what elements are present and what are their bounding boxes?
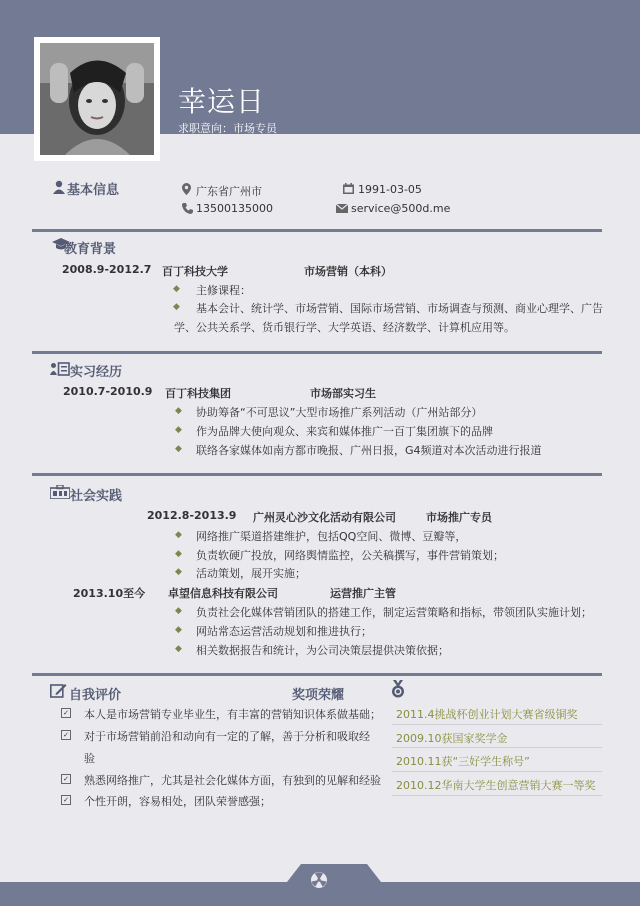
candidate-name: 幸运日 (178, 85, 266, 118)
education-major: 市场营销（本科） (304, 265, 392, 278)
education-item-wrap: 学、公共关系学、货币银行学、大学英语、经济数学、计算机应用等。 (174, 321, 515, 334)
internship-title: 实习经历 (70, 365, 123, 380)
award-item: 2010.11获“三好学生称号” (396, 755, 530, 768)
job1-item: 负责软硬广投放，网络舆情监控，公关稿撰写，事件营销策划； (196, 549, 504, 562)
birthday-text: 1991-03-05 (358, 183, 422, 196)
internship-item: 协助筹备“不可思议”大型市场推广系列活动（广州站部分） (196, 406, 483, 419)
job1-role: 市场推广专员 (426, 511, 492, 524)
social-title: 社会实践 (70, 489, 123, 504)
email-text: service@500d.me (351, 202, 451, 215)
internship-item: 联络各家媒体如南方都市晚报、广州日报，G4频道对本次活动进行报道 (196, 444, 542, 457)
id-card-icon (50, 362, 70, 376)
job2-company: 卓望信息科技有限公司 (168, 587, 278, 600)
section-divider (32, 673, 602, 676)
bullet-diamond: ◆ (175, 625, 182, 635)
section-divider (32, 473, 602, 476)
education-period: 2008.9-2012.7 (62, 263, 152, 276)
footer-tab (287, 864, 381, 882)
self-eval-item-wrap: 验 (84, 752, 95, 765)
location-pin-icon (182, 183, 191, 195)
job2-item: 网站常态运营活动规划和推进执行； (196, 625, 372, 638)
bullet-diamond: ◆ (173, 302, 180, 312)
awards-title: 奖项荣耀 (292, 688, 345, 703)
education-school: 百丁科技大学 (162, 265, 228, 278)
medal-icon (391, 680, 405, 698)
bullet-diamond: ◆ (175, 425, 182, 435)
job1-company: 广州灵心沙文化活动有限公司 (253, 511, 396, 524)
bullet-diamond: ◆ (175, 444, 182, 454)
check-icon: ✓ (61, 795, 71, 805)
award-divider (392, 747, 602, 748)
person-icon (52, 180, 66, 194)
bullet-diamond: ◆ (175, 567, 182, 577)
profile-photo (40, 43, 154, 155)
award-divider (392, 724, 602, 725)
job1-period: 2012.8-2013.9 (147, 509, 237, 522)
bullet-diamond: ◆ (173, 284, 180, 294)
check-icon: ✓ (61, 708, 71, 718)
phone-text: 13500135000 (196, 202, 273, 215)
job1-item: 网络推广渠道搭建维护，包括QQ空间、微博、豆瓣等， (196, 530, 467, 543)
education-item: 基本会计、统计学、市场营销、国际市场营销、市场调查与预测、商业心理学、广告 (196, 302, 603, 315)
job2-period: 2013.10至今 (73, 587, 146, 600)
internship-company: 百丁科技集团 (165, 387, 231, 400)
self-eval-item: 个性开朗，容易相处，团队荣誉感强； (84, 795, 271, 808)
job2-role: 运营推广主管 (330, 587, 396, 600)
job-intent: 求职意向：市场专员 (178, 122, 277, 135)
award-divider (392, 795, 602, 796)
education-item: 主修课程： (196, 284, 251, 297)
internship-period: 2010.7-2010.9 (63, 385, 153, 398)
section-divider (32, 229, 602, 232)
briefcase-icon (50, 485, 70, 499)
internship-item: 作为品牌大使向观众、来宾和媒体推广一百丁集团旗下的品牌 (196, 425, 493, 438)
bullet-diamond: ◆ (175, 644, 182, 654)
bullet-diamond: ◆ (175, 406, 182, 416)
self-eval-title: 自我评价 (69, 688, 122, 703)
check-icon: ✓ (61, 774, 71, 784)
section-divider (32, 351, 602, 354)
edit-icon (50, 683, 67, 698)
email-icon (336, 204, 348, 213)
education-title: 教育背景 (64, 242, 117, 257)
basic-info-title: 基本信息 (67, 183, 120, 198)
job2-item: 负责社会化媒体营销团队的搭建工作，制定运营策略和指标，带领团队实施计划； (196, 606, 592, 619)
award-divider (392, 771, 602, 772)
location-text: 广东省广州市 (196, 185, 262, 198)
radiation-icon (310, 871, 328, 889)
job1-item: 活动策划，展开实施； (196, 567, 306, 580)
award-item: 2010.12华南大学生创意营销大赛一等奖 (396, 779, 596, 792)
award-item: 2009.10获国家奖学金 (396, 732, 508, 745)
calendar-icon (343, 183, 354, 194)
phone-icon (182, 203, 193, 214)
internship-role: 市场部实习生 (310, 387, 376, 400)
self-eval-item: 对于市场营销前沿和动向有一定的了解，善于分析和吸取经 (84, 730, 370, 743)
bullet-diamond: ◆ (175, 549, 182, 559)
check-icon: ✓ (61, 730, 71, 740)
self-eval-item: 熟悉网络推广，尤其是社会化媒体方面，有独到的见解和经验 (84, 774, 381, 787)
bullet-diamond: ◆ (175, 606, 182, 616)
job2-item: 相关数据报告和统计，为公司决策层提供决策依据； (196, 644, 449, 657)
self-eval-item: 本人是市场营销专业毕业生，有丰富的营销知识体系做基础； (84, 708, 381, 721)
award-item: 2011.4挑战杯创业计划大赛省级铜奖 (396, 708, 578, 721)
bullet-diamond: ◆ (175, 530, 182, 540)
